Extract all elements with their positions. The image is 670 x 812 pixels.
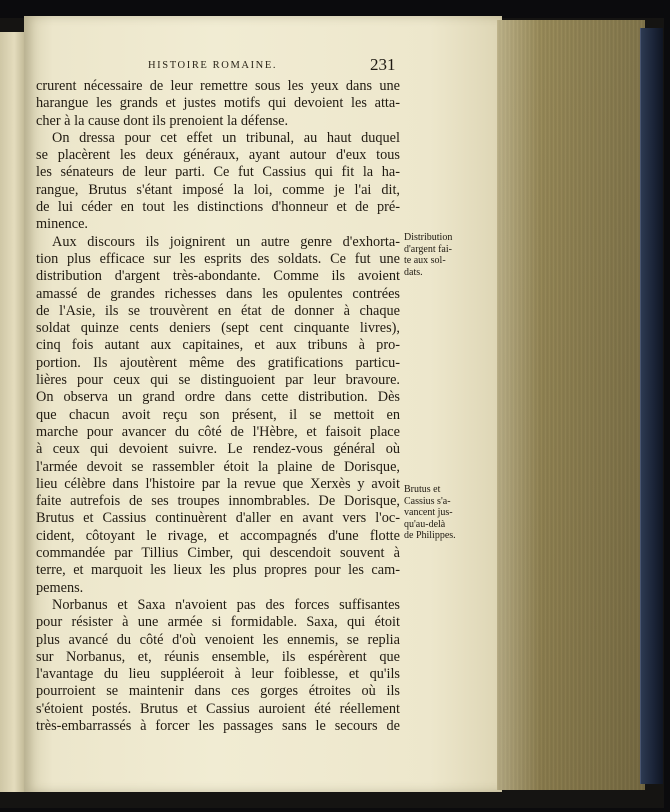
text-line: harangue les grands et justes motifs qui devoient les atta-: [36, 95, 400, 112]
text-line: faite autrefois de ses troupes innombrables. De Dorisque,: [36, 493, 400, 510]
text-line: terre, et marquoit les lieux les plus propres pour les cam-: [36, 562, 400, 579]
previous-page-edge: [0, 32, 27, 792]
margin-note-line: vancent jus-: [404, 507, 453, 518]
running-head: HISTOIRE ROMAINE.: [148, 60, 278, 71]
text-line: Aux discours ils joignirent un autre genre d'exhorta-: [52, 233, 400, 250]
text-line: très-embarrassés à forcer les passages sans le secours de: [36, 717, 400, 734]
text-line: crurent nécessaire de leur remettre sous les yeux dans une: [36, 78, 400, 94]
text-line: que chacun avoit reçu son présent, il se mettoit en: [36, 406, 400, 423]
margin-note-brutus-cassius: [404, 484, 466, 542]
text-line: de lui céder en tout les distinctions d'honneur et de pré-: [36, 199, 400, 216]
text-line: pourroient se maintenir dans ces gorges étroites où ils: [36, 683, 400, 700]
text-line: lières pour ceux qui se distinguoient par leur bravoure.: [36, 372, 400, 389]
text-line: cident, côtoyant le rivage, et accompagnés d'une flotte: [36, 527, 400, 544]
body-text: [36, 78, 400, 735]
text-line: plus avancé du côté d'où venoient les ennemis, se replia: [36, 631, 400, 648]
text-line: les sénateurs de leur parti. Ce fut Cassius qui fit la ha-: [36, 164, 400, 181]
text-line: se placèrent les deux généraux, ayant autour d'eux tous: [36, 147, 400, 164]
text-line: distribution d'argent très-abondante. Comme ils avoient: [36, 268, 400, 285]
text-line: s'étoient postés. Brutus et Cassius auroient été réellement: [36, 700, 400, 717]
margin-note-line: qu'au-delà: [404, 518, 446, 530]
margin-note-line: de Philippes.: [404, 530, 456, 541]
book-cover: [640, 28, 663, 784]
text-line: sur Norbanus, et, réunis ensemble, ils espérèrent que: [36, 648, 400, 665]
text-line: marche pour avancer du côté de l'Hèbre, et faisoit place: [36, 423, 400, 440]
page-number: 231: [370, 55, 396, 74]
text-line: minence.: [36, 216, 89, 233]
margin-note-distribution: [404, 232, 466, 278]
text-line: tion plus efficace sur les esprits des soldats. Ce fut une: [36, 250, 400, 267]
text-line: l'avantage du lieu suppléeroit à leur foiblesse, et qu'ils: [36, 666, 400, 683]
text-line: à ceux qui devoient suivre. Le rendez-vous général où: [36, 441, 400, 458]
text-line: pemens.: [36, 579, 84, 596]
text-line: cinq fois autant aux capitaines, et aux tribuns à pro-: [36, 337, 400, 354]
text-line: de l'Asie, ils se trouvèrent en état de donner à chaque: [36, 302, 400, 319]
text-line: amassé de grandes richesses dans les opulentes contrées: [36, 285, 400, 302]
text-line: rangue, Brutus s'étant imposé la loi, comme je l'ai dit,: [36, 181, 400, 198]
text-line: On dressa pour cet effet un tribunal, au haut duquel: [52, 129, 400, 146]
text-line: On observa un grand ordre dans cette distribution. Dès: [36, 389, 400, 406]
page-edges-shading: [497, 20, 645, 790]
margin-note-line: Distribution: [404, 232, 453, 243]
margin-note-line: te aux sol-: [404, 255, 446, 266]
margin-note-line: dats.: [404, 266, 423, 278]
text-line: soldat quinze cents deniers (sept cent cinquante livres),: [36, 320, 400, 337]
margin-note-line: Brutus et: [404, 484, 441, 495]
text-line: cher à la cause dont ils prenoient la défense.: [36, 112, 289, 129]
margin-note-line: Cassius s'a-: [404, 495, 451, 507]
text-line: l'armée devoit se rassembler étoit la plaine de Dorisque,: [36, 458, 400, 475]
text-line: commandée par Tillius Cimber, qui descendoit souvent à: [36, 545, 400, 562]
text-line: lieu célèbre dans l'histoire par la revue que Xerxès y avoit: [36, 475, 400, 492]
text-line: pour résister à une armée si formidable. Saxa, qui étoit: [36, 614, 400, 631]
text-line: portion. Ils ajoutèrent même des gratifications particu-: [36, 354, 400, 371]
text-line: Norbanus et Saxa n'avoient pas des forces suffisantes: [52, 596, 400, 613]
margin-note-line: d'argent fai-: [404, 243, 452, 255]
text-line: Brutus et Cassius continuèrent d'aller en avant vers l'oc-: [36, 510, 400, 527]
